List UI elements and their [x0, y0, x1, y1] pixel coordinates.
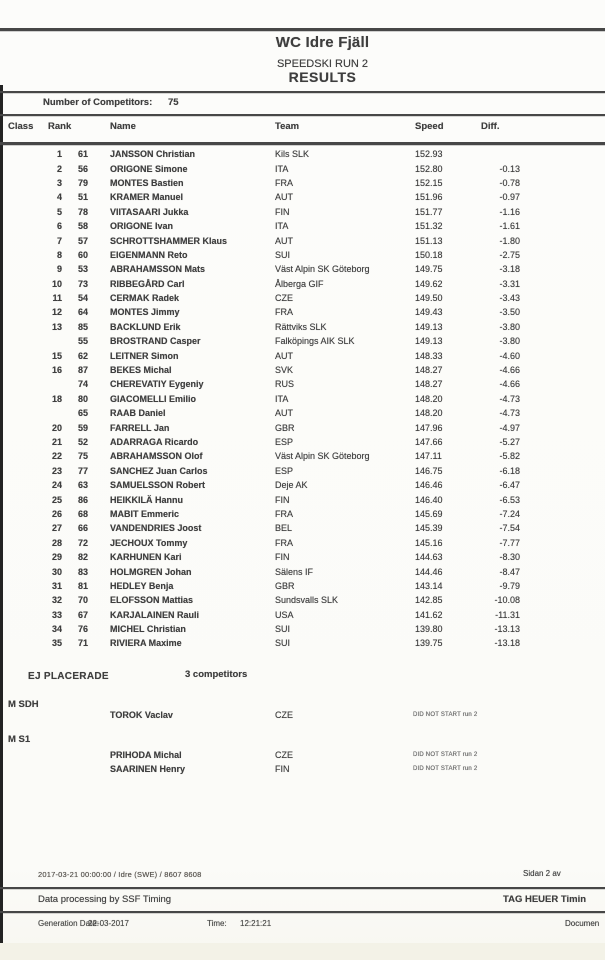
- diff-cell: -0.78: [499, 177, 520, 188]
- dns-team: CZE: [275, 750, 293, 760]
- table-top-rule: [0, 142, 605, 145]
- footer-rule-2: [0, 911, 605, 913]
- generation-time-label: Time:: [207, 919, 227, 928]
- team-cell: FRA: [275, 177, 293, 188]
- diff-cell: -3.18: [499, 264, 520, 275]
- header-diff: Diff.: [481, 121, 500, 132]
- generation-date-value: 22-03-2017: [88, 919, 129, 928]
- table-row: [0, 219, 605, 233]
- diff-cell: -4.97: [499, 422, 520, 433]
- table-row: [0, 579, 605, 593]
- team-cell: ITA: [275, 393, 289, 404]
- speed-cell: 148.20: [415, 393, 443, 404]
- team-cell: Ålberga GIF: [275, 278, 324, 289]
- diff-cell: -3.43: [499, 293, 520, 304]
- table-row: [0, 507, 605, 521]
- table-row: [0, 363, 605, 377]
- scan-bottom-band: [0, 943, 605, 960]
- diff-cell: -7.24: [499, 508, 520, 519]
- table-row: [0, 593, 605, 607]
- table-row: [0, 334, 605, 348]
- team-cell: ESP: [275, 437, 294, 447]
- rank-cell: 31: [51, 580, 62, 591]
- dns-name: TOROK Vaclav: [110, 710, 173, 720]
- footer-rule-1: [0, 887, 605, 889]
- diff-cell: -7.54: [499, 523, 520, 534]
- speed-cell: 152.80: [415, 163, 443, 174]
- name-cell: ABRAHAMSSON Olof: [110, 451, 203, 462]
- rank-cell: 24: [51, 480, 62, 491]
- speed-cell: 146.46: [415, 480, 443, 491]
- name-cell: VANDENDRIES Joost: [110, 523, 202, 534]
- table-row: [0, 464, 605, 478]
- team-cell: FIN: [275, 552, 290, 563]
- team-cell: GBR: [275, 580, 295, 591]
- team-cell: AUT: [275, 350, 293, 361]
- speed-cell: 149.43: [415, 307, 443, 318]
- table-row: [0, 305, 605, 319]
- speed-cell: 149.50: [415, 293, 443, 304]
- diff-cell: -6.47: [499, 480, 520, 491]
- diff-cell: -10.08: [494, 595, 520, 606]
- rank-cell: 21: [51, 437, 62, 447]
- bib-cell: 57: [77, 235, 88, 246]
- name-cell: RIVIERA Maxime: [110, 638, 182, 649]
- event-title-text: WC Idre Fjäll: [275, 34, 370, 51]
- dns-row: [0, 764, 605, 778]
- diff-cell: -8.30: [499, 552, 520, 563]
- results-heading: [20, 69, 605, 87]
- diff-cell: -6.53: [499, 494, 520, 505]
- dns-team: CZE: [275, 710, 293, 720]
- table-row: [0, 277, 605, 291]
- not-placed-label: EJ PLACERADE: [28, 671, 109, 682]
- header-team: Team: [275, 121, 300, 132]
- team-cell: ESP: [275, 465, 294, 476]
- bib-cell: 52: [77, 437, 88, 447]
- rank-cell: 23: [51, 465, 62, 476]
- speed-cell: 151.77: [415, 206, 443, 217]
- dns-status: DID NOT START run 2: [413, 752, 478, 758]
- name-cell: BEKES Michal: [110, 365, 172, 376]
- diff-cell: -3.31: [499, 278, 520, 289]
- speed-cell: 144.46: [415, 566, 443, 577]
- name-cell: LEITNER Simon: [110, 350, 179, 361]
- name-cell: HEIKKILÄ Hannu: [110, 494, 183, 505]
- name-cell: MONTES Jimmy: [110, 307, 180, 318]
- team-cell: AUT: [275, 408, 293, 419]
- diff-cell: -5.82: [499, 451, 520, 462]
- rank-cell: 32: [51, 595, 62, 606]
- bib-cell: 56: [77, 163, 88, 174]
- class-label-msdh: M SDH: [8, 699, 39, 710]
- table-row: [0, 291, 605, 305]
- speed-cell: 147.11: [415, 451, 442, 462]
- results-rows: [0, 147, 605, 651]
- bib-cell: 86: [77, 494, 88, 505]
- bib-cell: 72: [77, 537, 88, 548]
- table-row: [0, 248, 605, 262]
- speed-cell: 145.16: [415, 537, 443, 548]
- bib-cell: 81: [77, 580, 88, 591]
- name-cell: MABIT Emmeric: [110, 508, 180, 519]
- team-cell: AUT: [275, 235, 293, 246]
- table-row: [0, 190, 605, 204]
- name-cell: ORIGONE Simone: [110, 163, 188, 174]
- speed-cell: 148.20: [415, 408, 443, 419]
- speed-cell: 148.27: [415, 365, 443, 376]
- team-cell: ITA: [275, 221, 289, 232]
- name-cell: HOLMGREN Johan: [110, 566, 192, 577]
- event-title: [20, 34, 605, 52]
- rank-cell: 11: [52, 293, 62, 304]
- header-rule-1: [0, 91, 605, 93]
- footer-timing-brand: TAG HEUER Timin: [503, 894, 587, 905]
- table-row: [0, 161, 605, 175]
- diff-cell: -4.60: [499, 350, 520, 361]
- bib-cell: 71: [77, 638, 88, 649]
- speed-cell: 141.62: [415, 609, 443, 620]
- table-row: [0, 392, 605, 406]
- name-cell: VIITASAARI Jukka: [110, 206, 189, 217]
- dns-row: [0, 750, 605, 764]
- table-row: [0, 608, 605, 622]
- team-cell: Rättviks SLK: [275, 321, 327, 332]
- diff-cell: -1.16: [499, 206, 520, 217]
- name-cell: JECHOUX Tommy: [110, 537, 188, 548]
- rank-cell: 7: [56, 235, 62, 246]
- speed-cell: 145.69: [415, 508, 443, 519]
- name-cell: EIGENMANN Reto: [110, 249, 188, 260]
- diff-cell: -0.97: [499, 192, 520, 203]
- speed-cell: 150.18: [415, 249, 443, 260]
- table-row: [0, 320, 605, 334]
- table-row: [0, 449, 605, 463]
- bib-cell: 53: [77, 264, 88, 275]
- rank-cell: 29: [51, 552, 62, 563]
- speed-cell: 151.96: [415, 192, 443, 203]
- name-cell: KARJALAINEN Rauli: [110, 609, 200, 620]
- team-cell: GBR: [275, 422, 295, 433]
- bib-cell: 66: [77, 523, 88, 534]
- results-heading-text: RESULTS: [288, 69, 357, 85]
- team-cell: Kils SLK: [275, 149, 310, 160]
- diff-cell: -3.80: [499, 321, 520, 332]
- table-row: [0, 435, 605, 449]
- team-cell: RUS: [275, 379, 295, 390]
- header-rank: Rank: [48, 121, 72, 132]
- name-cell: JANSSON Christian: [110, 149, 196, 160]
- name-cell: BROSTRAND Casper: [110, 336, 201, 347]
- speed-cell: 145.39: [415, 523, 443, 534]
- team-cell: Deje AK: [275, 480, 308, 491]
- bib-cell: 80: [77, 393, 88, 404]
- table-row: [0, 521, 605, 535]
- name-cell: SCHROTTSHAMMER Klaus: [110, 235, 228, 246]
- dns-status: DID NOT START run 2: [413, 766, 478, 772]
- rank-cell: 22: [51, 451, 62, 462]
- name-cell: ORIGONE Ivan: [110, 221, 174, 232]
- not-placed-count: 3 competitors: [185, 669, 248, 680]
- name-cell: GIACOMELLI Emilio: [110, 393, 197, 404]
- bib-cell: 67: [77, 609, 88, 620]
- rank-cell: 20: [51, 422, 62, 433]
- name-cell: MICHEL Christian: [110, 624, 186, 635]
- diff-cell: -6.18: [499, 465, 520, 476]
- footer-document-label: Documen: [565, 919, 600, 928]
- diff-cell: -9.79: [499, 580, 520, 591]
- bib-cell: 54: [77, 293, 88, 304]
- bib-cell: 64: [77, 307, 88, 318]
- bib-cell: 78: [77, 206, 88, 217]
- diff-cell: -13.18: [494, 638, 520, 649]
- footer-page-number: Sidan 2 av: [523, 869, 561, 878]
- name-cell: KARHUNEN Kari: [110, 552, 182, 563]
- bib-cell: 77: [77, 465, 88, 476]
- bib-cell: 82: [77, 552, 88, 563]
- speed-cell: 147.66: [415, 437, 443, 447]
- table-row: [0, 147, 605, 161]
- speed-cell: 151.32: [415, 221, 443, 232]
- team-cell: CZE: [275, 293, 293, 304]
- header-class: Class: [8, 121, 34, 132]
- speed-cell: 152.15: [415, 177, 443, 188]
- bib-cell: 51: [77, 192, 88, 203]
- speed-cell: 147.96: [415, 422, 443, 433]
- diff-cell: -8.47: [499, 566, 520, 577]
- speed-cell: 149.62: [415, 278, 443, 289]
- diff-cell: -1.61: [499, 221, 520, 232]
- bib-cell: 76: [77, 624, 88, 635]
- rank-cell: 35: [51, 638, 62, 649]
- speed-cell: 143.14: [415, 580, 443, 591]
- diff-cell: -1.80: [499, 235, 520, 246]
- table-row: [0, 348, 605, 362]
- diff-cell: -0.13: [499, 163, 520, 174]
- team-cell: AUT: [275, 192, 293, 203]
- rank-cell: 28: [51, 537, 62, 548]
- generation-date-label: Generation Date:: [38, 919, 99, 928]
- diff-cell: -11.31: [495, 609, 520, 620]
- bib-cell: 83: [77, 566, 88, 577]
- rank-cell: 27: [51, 523, 62, 534]
- bib-cell: 55: [77, 336, 88, 347]
- table-row: [0, 492, 605, 506]
- speed-cell: 152.93: [415, 149, 443, 160]
- speed-cell: 148.33: [415, 350, 443, 361]
- table-row: [0, 420, 605, 434]
- team-cell: FRA: [275, 537, 293, 548]
- team-cell: SVK: [275, 365, 294, 376]
- bib-cell: 85: [77, 321, 88, 332]
- rank-cell: 25: [51, 494, 62, 505]
- team-cell: Sundsvalls SLK: [275, 595, 339, 606]
- speed-cell: 139.75: [415, 638, 443, 649]
- team-cell: Sälens IF: [275, 566, 314, 577]
- diff-cell: -3.50: [499, 307, 520, 318]
- dns-status: DID NOT START run 2: [413, 712, 478, 718]
- team-cell: FRA: [275, 508, 293, 519]
- bib-cell: 68: [77, 508, 88, 519]
- rank-cell: 1: [56, 149, 62, 160]
- team-cell: FIN: [275, 206, 290, 217]
- bib-cell: 61: [77, 149, 88, 160]
- bib-cell: 74: [77, 379, 88, 390]
- rank-cell: 10: [51, 278, 62, 289]
- rank-cell: 26: [51, 508, 62, 519]
- diff-cell: -4.66: [499, 365, 520, 376]
- diff-cell: -7.77: [499, 537, 520, 548]
- diff-cell: -13.13: [494, 624, 520, 635]
- name-cell: SAMUELSSON Robert: [110, 480, 206, 491]
- speed-cell: 142.85: [415, 595, 443, 606]
- name-cell: KRAMER Manuel: [110, 192, 184, 203]
- dns-name: PRIHODA Michal: [110, 750, 182, 760]
- top-rule: [0, 28, 605, 31]
- bib-cell: 60: [77, 249, 88, 260]
- bib-cell: 63: [77, 480, 88, 491]
- name-cell: BACKLUND Erik: [110, 321, 181, 332]
- name-cell: RAAB Daniel: [110, 408, 166, 419]
- bib-cell: 79: [77, 177, 88, 188]
- name-cell: CHEREVATIY Eygeniy: [110, 379, 204, 390]
- footer-event-info: 2017-03-21 00:00:00 / Idre (SWE) / 8607 8608: [38, 870, 202, 879]
- table-row: [0, 176, 605, 190]
- table-row: [0, 550, 605, 564]
- diff-cell: -3.80: [499, 336, 520, 347]
- event-subtitle-text: SPEEDSKI RUN 2: [276, 58, 369, 70]
- team-cell: FRA: [275, 307, 293, 318]
- table-row: [0, 262, 605, 276]
- diff-cell: -4.73: [499, 393, 520, 404]
- team-cell: SUI: [275, 624, 291, 635]
- footer-data-processing: Data processing by SSF Timing: [38, 894, 172, 905]
- table-row: [0, 377, 605, 391]
- speed-cell: 139.80: [415, 624, 443, 635]
- speed-cell: 146.40: [415, 494, 443, 505]
- bib-cell: 65: [77, 408, 88, 419]
- table-row: [0, 622, 605, 636]
- rank-cell: 34: [51, 624, 62, 635]
- generation-time-value: 12:21:21: [240, 919, 272, 928]
- name-cell: RIBBEGÅRD Carl: [110, 278, 185, 289]
- table-row: [0, 636, 605, 650]
- name-cell: ABRAHAMSSON Mats: [110, 264, 206, 275]
- class-label-ms1: M S1: [8, 734, 31, 745]
- rank-cell: 6: [56, 221, 62, 232]
- speed-cell: 144.63: [415, 552, 443, 563]
- rank-cell: 16: [51, 365, 62, 376]
- team-cell: BEL: [275, 523, 293, 534]
- rank-cell: 13: [51, 321, 62, 332]
- table-row: [0, 564, 605, 578]
- rank-cell: 15: [51, 350, 62, 361]
- rank-cell: 2: [56, 163, 62, 174]
- rank-cell: 33: [51, 609, 62, 620]
- bib-cell: 70: [77, 595, 88, 606]
- diff-cell: -5.27: [499, 437, 520, 447]
- team-cell: Väst Alpin SK Göteborg: [275, 264, 370, 275]
- name-cell: SANCHEZ Juan Carlos: [110, 465, 208, 476]
- rank-cell: 4: [56, 192, 62, 203]
- dns-name: SAARINEN Henry: [110, 764, 186, 774]
- bib-cell: 87: [77, 365, 88, 376]
- name-cell: CERMAK Radek: [110, 293, 180, 304]
- team-cell: Falköpings AIK SLK: [275, 336, 355, 347]
- name-cell: ADARRAGA Ricardo: [110, 437, 199, 447]
- speed-cell: 151.13: [415, 235, 443, 246]
- name-cell: FARRELL Jan: [110, 422, 170, 433]
- header-speed: Speed: [415, 121, 444, 132]
- rank-cell: 5: [56, 206, 62, 217]
- speed-cell: 149.75: [415, 264, 443, 275]
- dns-row: [0, 710, 605, 724]
- speed-cell: 148.27: [415, 379, 443, 390]
- diff-cell: -2.75: [499, 249, 520, 260]
- speed-cell: 146.75: [415, 465, 443, 476]
- bib-cell: 73: [77, 278, 88, 289]
- speed-cell: 149.13: [415, 336, 443, 347]
- bib-cell: 75: [77, 451, 88, 462]
- diff-cell: -4.73: [499, 408, 520, 419]
- header-name: Name: [110, 121, 136, 132]
- rank-cell: 9: [56, 264, 62, 275]
- competitors-label: Number of Competitors:: [43, 97, 153, 108]
- diff-cell: -4.66: [499, 379, 520, 390]
- team-cell: USA: [275, 609, 294, 620]
- table-row: [0, 478, 605, 492]
- table-row: [0, 205, 605, 219]
- name-cell: MONTES Bastien: [110, 177, 184, 188]
- bib-cell: 62: [77, 350, 88, 361]
- header-rule-2: [0, 114, 605, 116]
- rank-cell: 3: [56, 177, 62, 188]
- team-cell: Väst Alpin SK Göteborg: [275, 451, 370, 462]
- name-cell: HEDLEY Benja: [110, 580, 174, 591]
- rank-cell: 8: [56, 249, 62, 260]
- speed-cell: 149.13: [415, 321, 443, 332]
- bib-cell: 59: [77, 422, 88, 433]
- team-cell: FIN: [275, 494, 290, 505]
- bib-cell: 58: [77, 221, 88, 232]
- name-cell: ELOFSSON Mattias: [110, 595, 194, 606]
- competitors-count: 75: [168, 97, 179, 108]
- table-header-row: [0, 121, 605, 132]
- rank-cell: 18: [51, 393, 62, 404]
- team-cell: ITA: [275, 163, 289, 174]
- team-cell: SUI: [275, 249, 291, 260]
- table-row: [0, 536, 605, 550]
- table-row: [0, 233, 605, 247]
- dns-team: FIN: [275, 764, 290, 774]
- rank-cell: 12: [51, 307, 62, 318]
- rank-cell: 30: [51, 566, 62, 577]
- table-row: [0, 406, 605, 420]
- team-cell: SUI: [275, 638, 291, 649]
